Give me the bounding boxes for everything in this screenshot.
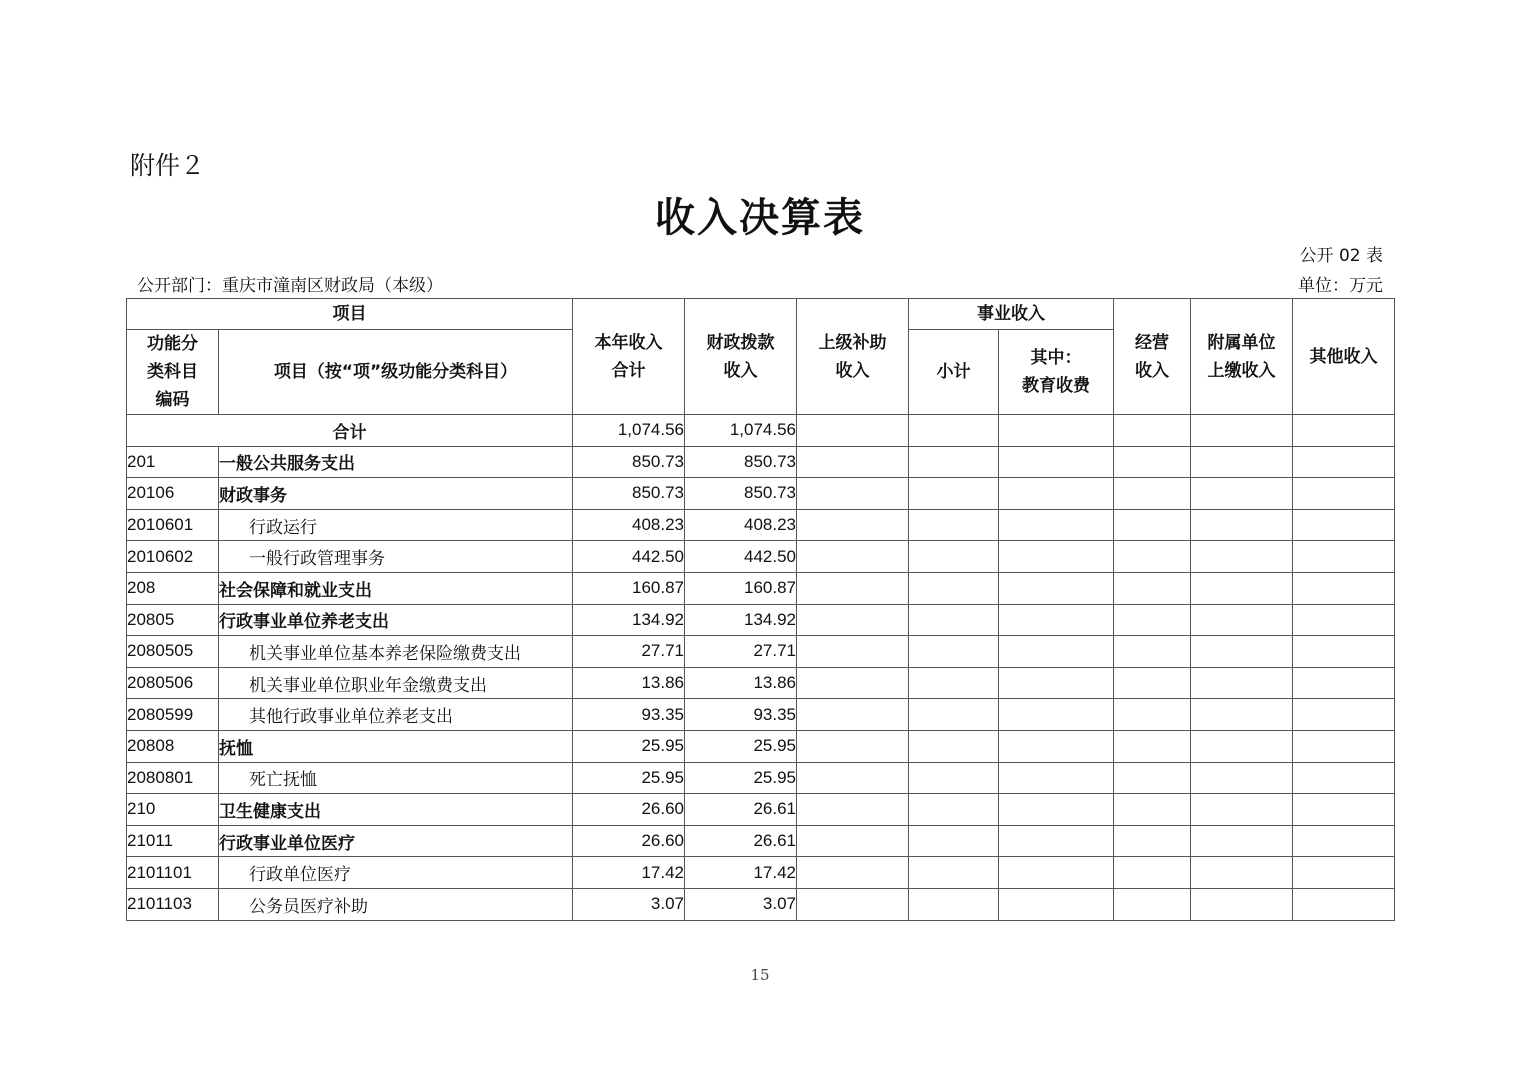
row-total-income: 160.87 — [573, 572, 685, 604]
empty-cell — [797, 794, 909, 826]
empty-cell — [1293, 730, 1395, 762]
empty-cell — [909, 478, 999, 510]
row-code: 2080506 — [127, 667, 219, 699]
row-total-income: 17.42 — [573, 857, 685, 889]
table-row — [127, 478, 1395, 510]
table-row — [127, 541, 1395, 573]
empty-cell — [999, 794, 1114, 826]
empty-cell — [1114, 794, 1191, 826]
row-code: 201 — [127, 446, 219, 478]
header-project: 项目 — [127, 299, 573, 330]
row-code: 2010601 — [127, 509, 219, 541]
row-total-income: 442.50 — [573, 541, 685, 573]
empty-cell — [999, 636, 1114, 668]
empty-cell — [797, 478, 909, 510]
empty-cell — [1293, 604, 1395, 636]
empty-cell — [909, 857, 999, 889]
total-fiscal-value: 1,074.56 — [685, 415, 797, 447]
empty-cell — [999, 762, 1114, 794]
table-row — [127, 794, 1395, 826]
row-fiscal: 13.86 — [685, 667, 797, 699]
table-row — [127, 857, 1395, 889]
row-total-income: 13.86 — [573, 667, 685, 699]
empty-cell — [1293, 636, 1395, 668]
empty-cell — [1191, 825, 1293, 857]
table-row — [127, 730, 1395, 762]
attachment-label: 附件２ — [130, 151, 206, 180]
empty-cell — [797, 572, 909, 604]
row-code: 2101101 — [127, 857, 219, 889]
empty-cell — [797, 857, 909, 889]
table-row — [127, 604, 1395, 636]
empty-cell — [909, 636, 999, 668]
row-code: 20808 — [127, 730, 219, 762]
empty-cell — [1293, 541, 1395, 573]
page-number: 15 — [750, 966, 770, 984]
row-code: 2010602 — [127, 541, 219, 573]
empty-cell — [909, 762, 999, 794]
empty-cell — [797, 730, 909, 762]
row-code: 210 — [127, 794, 219, 826]
empty-cell — [1114, 541, 1191, 573]
row-total-income: 3.07 — [573, 888, 685, 920]
header-item-name: 项目（按“项”级功能分类科目） — [219, 330, 573, 415]
table-row — [127, 667, 1395, 699]
row-fiscal: 25.95 — [685, 762, 797, 794]
empty-cell — [797, 604, 909, 636]
empty-cell — [999, 857, 1114, 889]
empty-cell — [1191, 699, 1293, 731]
header-education: 其中： 教育收费 — [999, 330, 1114, 415]
row-total-income: 25.95 — [573, 730, 685, 762]
row-fiscal: 3.07 — [685, 888, 797, 920]
header-other: 其他收入 — [1293, 299, 1395, 415]
unit-label: 单位：万元 — [1298, 276, 1383, 296]
empty-cell — [1293, 509, 1395, 541]
empty-cell — [1191, 541, 1293, 573]
empty-cell — [909, 794, 999, 826]
empty-cell — [797, 762, 909, 794]
row-code: 2080599 — [127, 699, 219, 731]
empty-cell — [909, 509, 999, 541]
empty-cell — [797, 509, 909, 541]
empty-cell — [999, 667, 1114, 699]
header-operating: 经营 收入 — [1114, 299, 1191, 415]
row-fiscal: 26.61 — [685, 794, 797, 826]
row-code: 2080801 — [127, 762, 219, 794]
row-fiscal: 850.73 — [685, 478, 797, 510]
empty-cell — [797, 636, 909, 668]
row-fiscal: 408.23 — [685, 509, 797, 541]
row-name: 机关事业单位职业年金缴费支出 — [219, 667, 573, 699]
empty-cell — [1114, 572, 1191, 604]
header-fiscal: 财政拨款 收入 — [685, 299, 797, 415]
table-row — [127, 509, 1395, 541]
empty-cell — [1191, 478, 1293, 510]
row-name: 抚恤 — [219, 730, 573, 762]
empty-cell — [1114, 857, 1191, 889]
empty-cell — [1293, 762, 1395, 794]
empty-cell — [909, 825, 999, 857]
department-label: 公开部门：重庆市潼南区财政局（本级） — [137, 276, 443, 296]
empty-cell — [1293, 794, 1395, 826]
empty-cell — [1191, 857, 1293, 889]
row-total-income: 134.92 — [573, 604, 685, 636]
row-code: 21011 — [127, 825, 219, 857]
empty-cell — [797, 541, 909, 573]
empty-cell — [909, 699, 999, 731]
row-name: 其他行政事业单位养老支出 — [219, 699, 573, 731]
header-superior: 上级补助 收入 — [797, 299, 909, 415]
row-name: 一般行政管理事务 — [219, 541, 573, 573]
empty-cell — [909, 541, 999, 573]
row-name: 卫生健康支出 — [219, 794, 573, 826]
empty-cell — [999, 572, 1114, 604]
empty-cell — [1191, 509, 1293, 541]
empty-cell — [1191, 572, 1293, 604]
empty-cell — [999, 888, 1114, 920]
row-fiscal: 26.61 — [685, 825, 797, 857]
header-affiliated: 附属单位 上缴收入 — [1191, 299, 1293, 415]
empty-cell — [1114, 825, 1191, 857]
table-row — [127, 888, 1395, 920]
row-code: 2080505 — [127, 636, 219, 668]
empty-cell — [1114, 762, 1191, 794]
row-name: 行政单位医疗 — [219, 857, 573, 889]
empty-cell — [909, 667, 999, 699]
empty-cell — [999, 478, 1114, 510]
row-total-income: 26.60 — [573, 794, 685, 826]
row-fiscal: 93.35 — [685, 699, 797, 731]
row-name: 行政运行 — [219, 509, 573, 541]
empty-cell — [797, 699, 909, 731]
row-total-income: 25.95 — [573, 762, 685, 794]
empty-cell — [1293, 857, 1395, 889]
row-code: 20805 — [127, 604, 219, 636]
empty-cell — [1114, 446, 1191, 478]
row-total-income: 850.73 — [573, 446, 685, 478]
header-func-code: 功能分 类科目 编码 — [127, 330, 219, 415]
empty-cell — [1114, 699, 1191, 731]
empty-cell — [797, 667, 909, 699]
empty-cell — [1191, 604, 1293, 636]
empty-cell — [1293, 478, 1395, 510]
empty-cell — [999, 509, 1114, 541]
empty-cell — [909, 604, 999, 636]
row-total-income: 26.60 — [573, 825, 685, 857]
row-fiscal: 442.50 — [685, 541, 797, 573]
empty-cell — [999, 541, 1114, 573]
header-business: 事业收入 — [909, 299, 1114, 330]
table-row — [127, 572, 1395, 604]
empty-cell — [999, 825, 1114, 857]
row-code: 2101103 — [127, 888, 219, 920]
header-total-income: 本年收入 合计 — [573, 299, 685, 415]
table-row — [127, 762, 1395, 794]
empty-cell — [909, 572, 999, 604]
empty-cell — [1191, 888, 1293, 920]
row-name: 机关事业单位基本养老保险缴费支出 — [219, 636, 573, 668]
empty-cell — [1293, 699, 1395, 731]
empty-cell — [1293, 825, 1395, 857]
row-total-income: 93.35 — [573, 699, 685, 731]
empty-cell — [999, 699, 1114, 731]
row-name: 一般公共服务支出 — [219, 446, 573, 478]
empty-cell — [1293, 446, 1395, 478]
empty-cell — [1191, 667, 1293, 699]
row-name: 财政事务 — [219, 478, 573, 510]
row-fiscal: 850.73 — [685, 446, 797, 478]
row-name: 公务员医疗补助 — [219, 888, 573, 920]
row-fiscal: 25.95 — [685, 730, 797, 762]
empty-cell — [909, 888, 999, 920]
empty-cell — [999, 446, 1114, 478]
row-code: 208 — [127, 572, 219, 604]
row-fiscal: 134.92 — [685, 604, 797, 636]
table-total-row — [127, 415, 1395, 447]
row-name: 行政事业单位医疗 — [219, 825, 573, 857]
empty-cell — [1293, 572, 1395, 604]
empty-cell — [1114, 730, 1191, 762]
empty-cell — [1191, 794, 1293, 826]
table-number: 公开 02 表 — [1299, 246, 1383, 266]
row-fiscal: 160.87 — [685, 572, 797, 604]
table-row — [127, 825, 1395, 857]
empty-cell — [1293, 888, 1395, 920]
empty-cell — [1114, 478, 1191, 510]
empty-cell — [1293, 667, 1395, 699]
empty-cell — [1114, 636, 1191, 668]
total-income-value: 1,074.56 — [573, 415, 685, 447]
row-name: 死亡抚恤 — [219, 762, 573, 794]
empty-cell — [909, 730, 999, 762]
row-total-income: 850.73 — [573, 478, 685, 510]
row-name: 行政事业单位养老支出 — [219, 604, 573, 636]
empty-cell — [1114, 888, 1191, 920]
empty-cell — [1191, 636, 1293, 668]
table-row — [127, 699, 1395, 731]
row-fiscal: 17.42 — [685, 857, 797, 889]
row-total-income: 27.71 — [573, 636, 685, 668]
total-label: 合计 — [127, 415, 573, 447]
empty-cell — [1191, 730, 1293, 762]
empty-cell — [1191, 446, 1293, 478]
row-code: 20106 — [127, 478, 219, 510]
table-row — [127, 446, 1395, 478]
empty-cell — [1191, 762, 1293, 794]
empty-cell — [999, 730, 1114, 762]
page-title: 收入决算表 — [655, 194, 865, 241]
empty-cell — [797, 825, 909, 857]
empty-cell — [1114, 604, 1191, 636]
table-row — [127, 636, 1395, 668]
empty-cell — [1114, 509, 1191, 541]
row-name: 社会保障和就业支出 — [219, 572, 573, 604]
header-subtotal: 小计 — [909, 330, 999, 415]
empty-cell — [797, 888, 909, 920]
row-fiscal: 27.71 — [685, 636, 797, 668]
empty-cell — [797, 446, 909, 478]
income-table — [126, 298, 1395, 921]
empty-cell — [999, 604, 1114, 636]
row-total-income: 408.23 — [573, 509, 685, 541]
empty-cell — [1114, 667, 1191, 699]
empty-cell — [909, 446, 999, 478]
